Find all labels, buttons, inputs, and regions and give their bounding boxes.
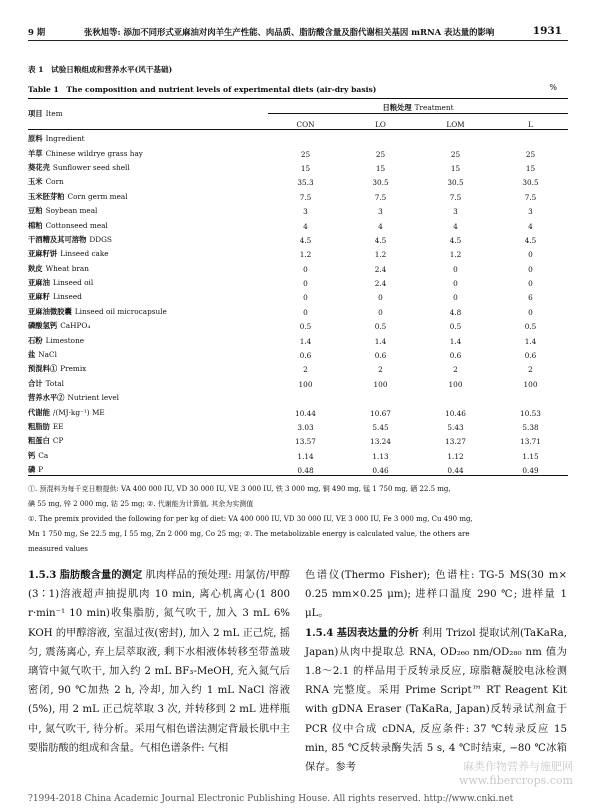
table-cell: 2.4: [374, 264, 387, 274]
table-cell: 25: [375, 149, 386, 159]
table-cell: 100: [373, 379, 388, 389]
row-label: 钙 Ca: [28, 450, 49, 460]
row-label: 石粉 Limestone: [28, 335, 85, 345]
table-cell: 0: [453, 293, 458, 303]
table-cell: 0: [378, 307, 383, 317]
table-row: [28, 360, 568, 374]
row-label: 棉粕 Cottonseed meal: [28, 220, 108, 230]
table-cell: 0.5: [374, 322, 387, 332]
table-unit: %: [549, 83, 557, 92]
row-label: 亚麻籽饼 Linseed cake: [28, 249, 109, 259]
table-cell: 5.38: [522, 422, 539, 432]
copyright-notice: ?1994-2018 China Academic Journal Electronic Publishing House. All rights reserved. http://www.cnki.net: [28, 794, 514, 804]
table-cell: 100: [448, 379, 463, 389]
table-footnotes: [28, 482, 568, 557]
watermark-line: www.fibercrops.com: [458, 774, 573, 787]
table-cell: 25: [525, 149, 536, 159]
running-title: 张秋旭等: 添加不同形式亚麻油对肉羊生产性能、肉品质、脂肪酸含量及脂代谢相关基因 mRNA 表达量的影响: [84, 27, 495, 37]
table-cell: 13.57: [295, 437, 316, 447]
table-row: [28, 202, 568, 216]
row-label: 磷酸氢钙 CaHPO₄: [28, 321, 91, 331]
table-cell: [268, 129, 343, 144]
table-row: [28, 245, 568, 259]
table-cell: 3: [303, 207, 308, 217]
table-cell: 0: [528, 279, 533, 289]
table-row: [28, 173, 568, 187]
table-cell: 0.6: [299, 351, 312, 361]
table-cell: 4.5: [449, 235, 462, 245]
footnote-cn-line: ①. 预混料为每千克日粮提供: VA 400 000 IU, VD 30 000 IU, VE 3 000 IU, 铁 3 000 mg, 铜 490 mg, 锰 1 750 mg, 硒 22.5 mg,: [28, 485, 451, 493]
row-label: 干酒糟及其可溶物 DDGS: [28, 234, 112, 244]
table-cell: 0: [453, 279, 458, 289]
table-row: [28, 302, 568, 316]
paragraph: 色谱仪(Thermo Fisher); 色谱柱: TG-5 MS(30 m× 0.25 mm×0.25 μm); 进样口温度 290 ℃; 进样量 1 μL。: [305, 570, 567, 620]
paragraph: [28, 566, 290, 758]
table-cell: 13.24: [370, 437, 391, 447]
table-cell: 1.4: [524, 336, 537, 346]
diet-composition-table: [28, 98, 568, 476]
paragraph-text: 利用 Trizol 提取试剂(TaKaRa, Japan)从肉中提取总 RNA, OD₂₆₀ nm/OD₂₈₀ nm 值为 1.8～2.1 的样品用于反转录反应, 琼脂糖凝胶电泳检测 RNA 完整度。采用 Prime Script™ RT Reagent Kit with gDNA Eraser (TaKaRa, Japan)反转录试剂盒于 PCR 仪中合成 cDNA, 反应条件: 37 ℃转录反应 15 min, 85 ℃反转录酶失活 5 s, 4 ℃时结束, −80 ℃冰箱保存。参考: [305, 627, 567, 774]
table-cell: 5.43: [447, 422, 464, 432]
table-caption-cn: 表 1 试验日粮组成和营养水平(风干基础): [28, 65, 173, 74]
row-label: 麸皮 Wheat bran: [28, 263, 89, 273]
table-cell: 7.5: [524, 192, 537, 202]
header-rule: [28, 40, 568, 41]
table-row: [28, 418, 568, 432]
table-cell: 10.53: [520, 408, 541, 418]
table-cell: 3: [453, 207, 458, 217]
table-cell: 25: [300, 149, 311, 159]
footnote-en-line: ①. The premix provided the following for per kg of diet: VA 400 000 IU, VD 30 000 IU, VE 3 000 IU, Fe 3 000 mg, Cu 490 mg,: [28, 515, 473, 523]
table-cell: 0.46: [372, 466, 389, 476]
table-cell: 0: [303, 279, 308, 289]
footnote-en-line: measured values: [28, 545, 88, 553]
table-cell: 0: [303, 264, 308, 274]
table-row: [28, 144, 568, 158]
table-cell: 1.2: [299, 250, 312, 260]
table-cell: 0.6: [374, 351, 387, 361]
row-label: 磷 P: [28, 465, 44, 475]
table-cell: 0: [528, 307, 533, 317]
table-cell: 4.5: [374, 235, 387, 245]
table-cell: [268, 389, 343, 403]
table-cell: 0.5: [449, 322, 462, 332]
column-header: L: [528, 119, 533, 129]
table-cell: 100: [523, 379, 538, 389]
table-cell: 7.5: [449, 192, 462, 202]
table-cell: 0.49: [522, 466, 539, 476]
row-label: 豆粕 Soybean meal: [28, 206, 98, 216]
table-cell: [493, 129, 568, 144]
row-label: 代谢能 /(MJ·kg⁻¹) ME: [28, 407, 105, 417]
table-row: [28, 461, 568, 476]
table-row: [28, 129, 568, 144]
table-row: [28, 259, 568, 273]
table-cell: [343, 129, 418, 144]
table-row: [28, 231, 568, 245]
body-column-left: [28, 566, 290, 758]
table-row: [28, 288, 568, 302]
table-cell: 2: [378, 365, 383, 375]
section-number: 1.5.4: [305, 626, 334, 639]
table-cell: 1.14: [297, 451, 314, 461]
table-cell: 25: [450, 149, 461, 159]
table-cell: 0: [528, 250, 533, 260]
table-cell: [493, 389, 568, 403]
paragraph-text: 肌肉样品的预处理: 用氯仿/甲醇(3∶1)溶液超声抽提肌肉 10 min, 离心机离心(1 800 r·min⁻¹ 10 min)收集脂肪, 氮气吹干, 加入 3 mL 6% KOH 的甲醇溶液, 室温过夜(密封), 加入 2 mL 正己烷, 摇匀, 震荡离心, 弃上层萃取液, 剩下水相液体转移至带盖玻璃管中氮气吹干, 加入约 2 mL BF₃-MeOH, 充入氮气后密闭, 90 ℃加热 2 h, 冷却, 加入约 1 mL NaCl 溶液(5%), 用 2 mL 正己烷萃取 3 次, 并转移到 2 mL 进样瓶中, 氮气吹干, 待分析。采用气相色谱法测定背最长肌中主要脂肪酸的组成和含量。气相色谱条件: 气相: [28, 570, 290, 754]
table-cell: 15: [525, 163, 536, 173]
section-title: 基因表达量的分析: [336, 626, 419, 639]
watermark-line: 麻类作物营养与施肥网: [463, 760, 573, 773]
table-cell: 13.71: [520, 437, 541, 447]
table-cell: 4: [528, 221, 533, 231]
footnote-en-line: Mn 1 750 mg, Se 22.5 mg, I 55 mg, Zn 2 000 mg, Co 25 mg; ②. The metabolizable energy is calculated value, the others are: [28, 530, 470, 538]
table-cell: 2.4: [374, 279, 387, 289]
table-cell: 0.5: [524, 322, 537, 332]
row-label: 玉米 Corn: [28, 177, 64, 187]
row-label: 亚麻油 Linseed oil: [28, 278, 94, 288]
row-label: 预混料① Premix: [28, 364, 87, 374]
column-header: LO: [375, 119, 386, 129]
table-cell: 0.5: [299, 322, 312, 332]
table-cell: 10.44: [295, 408, 316, 418]
table-cell: 30.5: [447, 178, 464, 188]
row-label: 盐 NaCl: [28, 350, 57, 360]
row-label: 原料 Ingredient: [28, 134, 85, 144]
section-number: 1.5.3: [28, 569, 57, 581]
table-cell: 0: [303, 307, 308, 317]
table-cell: 4: [378, 221, 383, 231]
table-cell: 35.3: [297, 178, 314, 188]
table-cell: 15: [375, 163, 386, 173]
table-cell: 30.5: [522, 178, 539, 188]
row-label: 羊草 Chinese wildrye grass hay: [28, 148, 143, 158]
table-cell: [418, 389, 493, 403]
table-row: [28, 346, 568, 360]
column-header: LOM: [446, 119, 465, 129]
table-cell: 2: [303, 365, 308, 375]
table-cell: 7.5: [374, 192, 387, 202]
table-cell: 1.4: [374, 336, 387, 346]
table-cell: 7.5: [299, 192, 312, 202]
table-cell: 1.4: [449, 336, 462, 346]
table-cell: 1.4: [299, 336, 312, 346]
table-row: [28, 374, 568, 388]
table-cell: 1.2: [374, 250, 387, 260]
table-cell: 4: [453, 221, 458, 231]
table-cell: 10.46: [445, 408, 466, 418]
table-cell: 10.67: [370, 408, 391, 418]
table-cell: 100: [298, 379, 313, 389]
treatment-header: 日粮处理 Treatment: [268, 99, 568, 114]
row-label: 粗脂肪 EE: [28, 421, 64, 431]
table-cell: 0: [528, 264, 533, 274]
table-cell: 0: [378, 293, 383, 303]
table-cell: 3: [528, 207, 533, 217]
table-cell: 2: [528, 365, 533, 375]
table-cell: [418, 129, 493, 144]
table-cell: 13.27: [445, 437, 466, 447]
table-row: [28, 389, 568, 403]
table-row: [28, 432, 568, 446]
table-cell: 0.6: [524, 351, 537, 361]
table-cell: 1.15: [522, 451, 539, 461]
table-cell: 4.5: [524, 235, 537, 245]
row-label: 亚麻籽 Linseed: [28, 292, 82, 302]
row-label: 合计 Total: [28, 378, 64, 388]
row-label: 葵花壳 Sunflower seed shell: [28, 162, 130, 172]
table-cell: 1.13: [372, 451, 389, 461]
footnote-cn-line: 碘 55 mg, 锌 2 000 mg, 钴 25 mg; ②. 代谢能为计算值, 其余为实测值: [28, 500, 254, 508]
table-cell: 5.45: [372, 422, 389, 432]
table-cell: 0.44: [447, 466, 464, 476]
row-label: 粗蛋白 CP: [28, 436, 64, 446]
row-label: 营养水平② Nutrient level: [28, 393, 120, 403]
table-caption-en: Table 1 The composition and nutrient levels of experimental diets (air-dry basis): [28, 85, 377, 94]
table-cell: 0: [453, 264, 458, 274]
table-cell: 0: [303, 293, 308, 303]
table-row: [28, 331, 568, 345]
row-label: 亚麻油微胶囊 Linseed oil microcapsule: [28, 306, 167, 316]
body-column-right: [305, 566, 567, 777]
section-title: 脂肪酸含量的测定: [59, 569, 143, 581]
table-cell: [343, 389, 418, 403]
item-header: 项目 Item: [28, 108, 63, 118]
table-cell: 3: [378, 207, 383, 217]
table-cell: 30.5: [372, 178, 389, 188]
table-row: [28, 274, 568, 288]
table-cell: 1.12: [447, 451, 464, 461]
table-row: [28, 216, 568, 230]
table-cell: 1.2: [449, 250, 462, 260]
table-cell: 4.5: [299, 235, 312, 245]
table-cell: 3.03: [297, 422, 314, 432]
table-cell: 4.8: [449, 307, 462, 317]
table-row: [28, 187, 568, 201]
table-row: [28, 159, 568, 173]
table-row: [28, 446, 568, 460]
table-cell: 4: [303, 221, 308, 231]
table-row: [28, 403, 568, 417]
table-cell: 0.6: [449, 351, 462, 361]
table-row: [28, 317, 568, 331]
page-number: 1931: [532, 25, 562, 37]
table-cell: 15: [300, 163, 311, 173]
issue-label: 9 期: [28, 27, 46, 37]
table-cell: 15: [450, 163, 461, 173]
table-cell: 6: [528, 293, 533, 303]
paragraph: [305, 624, 567, 778]
row-label: 玉米胚芽粕 Corn germ meal: [28, 191, 128, 201]
table-cell: 2: [453, 365, 458, 375]
table-cell: 0.48: [297, 466, 314, 476]
column-header: CON: [296, 119, 315, 129]
watermark: [459, 760, 573, 788]
